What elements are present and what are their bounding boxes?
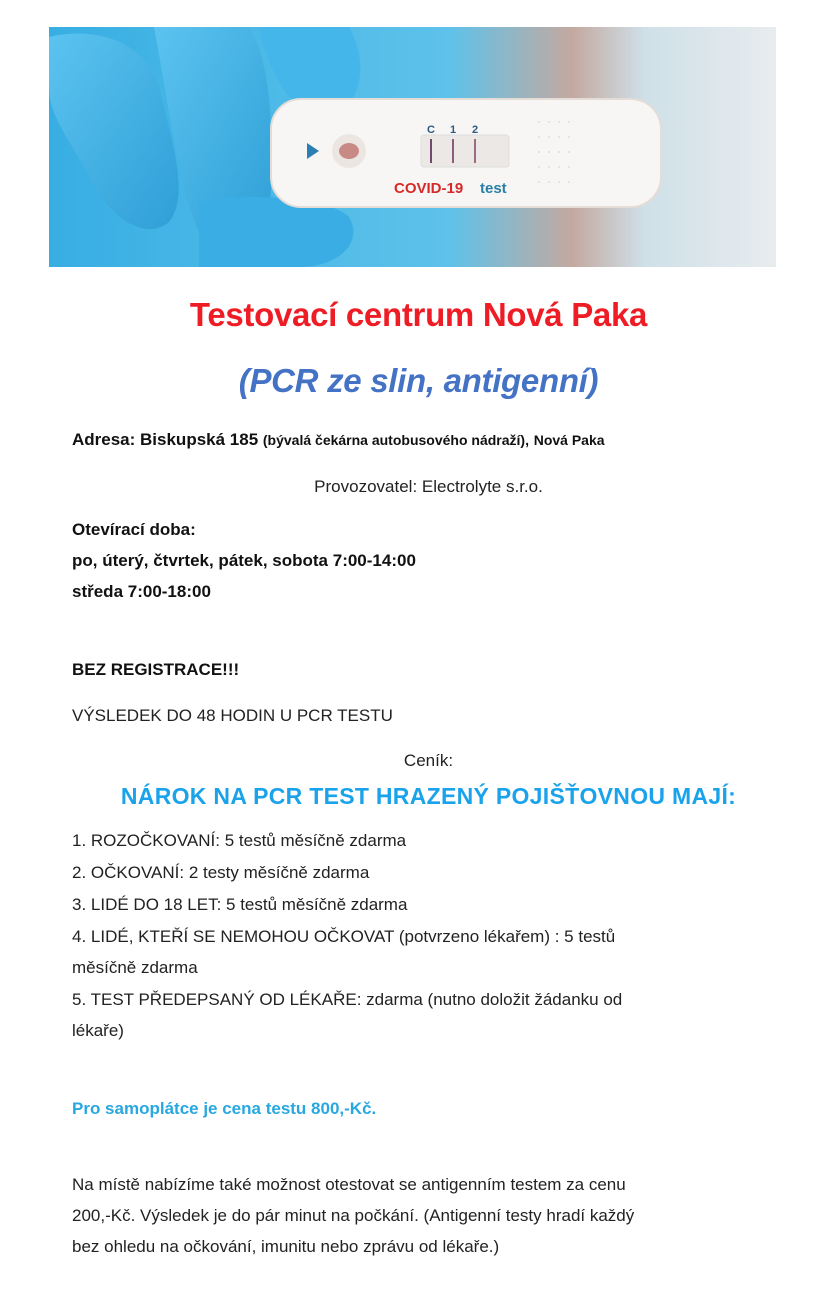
address-label: Adresa: Biskupská 185 xyxy=(72,430,259,449)
pricelist-item: 4. LIDÉ, KTEŘÍ SE NEMOHOU OČKOVAT (potvrzeno lékařem) : 5 testů xyxy=(72,927,616,946)
cassette-label-1: 1 xyxy=(449,124,457,136)
sample-well xyxy=(339,143,359,159)
pricelist-item: 2. OČKOVANÍ: 2 testy měsíčně zdarma xyxy=(72,863,370,882)
antigen-info-line: Na místě nabízíme také možnost otestovat se antigenním testem za cenu xyxy=(72,1175,626,1194)
pricelist-item-continued: lékaře) xyxy=(72,1021,124,1040)
result-window xyxy=(421,135,509,167)
covid-brand-text: COVID-19 xyxy=(394,180,464,197)
operator-text: Provozovatel: Electrolyte s.r.o. xyxy=(314,477,543,496)
antigen-info-line: bez ohledu na očkování, imunitu nebo zprávu od lékaře.) xyxy=(72,1237,500,1256)
address-note: (bývalá čekárna autobusového nádraží), xyxy=(262,432,529,448)
pricelist-label: Ceník: xyxy=(403,751,454,770)
page-title: Testovací centrum Nová Paka xyxy=(189,296,648,333)
opening-hours-label: Otevírací doba: xyxy=(72,520,196,539)
antigen-info-line: 200,-Kč. Výsledek je do pár minut na počkání. (Antigenní testy hradí každý xyxy=(72,1206,635,1225)
cassette-label-2: 2 xyxy=(471,124,479,136)
cassette-label-c: C xyxy=(427,124,435,136)
opening-hours-line: středa 7:00-18:00 xyxy=(72,582,211,601)
address-city: Nová Paka xyxy=(533,432,605,448)
pricelist-item-continued: měsíčně zdarma xyxy=(72,958,198,977)
pricelist-item: 5. TEST PŘEDEPSANÝ OD LÉKAŘE: zdarma (nutno doložit žádanku od xyxy=(72,990,623,1009)
no-registration-notice: BEZ REGISTRACE!!! xyxy=(72,660,240,679)
result-time-notice: VÝSLEDEK DO 48 HODIN U PCR TESTU xyxy=(72,706,393,725)
page-subtitle: (PCR ze slin, antigenní) xyxy=(238,362,599,399)
hero-image xyxy=(49,27,776,267)
pricelist-item: 1. ROZOČKOVANÍ: 5 testů měsíčně zdarma xyxy=(72,831,407,850)
address-line xyxy=(72,430,605,450)
pricelist-item: 3. LIDÉ DO 18 LET: 5 testů měsíčně zdarma xyxy=(72,895,408,914)
test-brand-text: test xyxy=(480,180,507,197)
opening-hours-line: po, úterý, čtvrtek, pátek, sobota 7:00-14:00 xyxy=(72,551,416,570)
covid-test-photo-icon xyxy=(49,27,776,267)
self-payer-price: Pro samoplátce je cena testu 800,-Kč. xyxy=(72,1099,377,1118)
pricelist-heading: NÁROK NA PCR TEST HRAZENÝ POJIŠŤOVNOU MAJÍ: xyxy=(120,783,737,809)
